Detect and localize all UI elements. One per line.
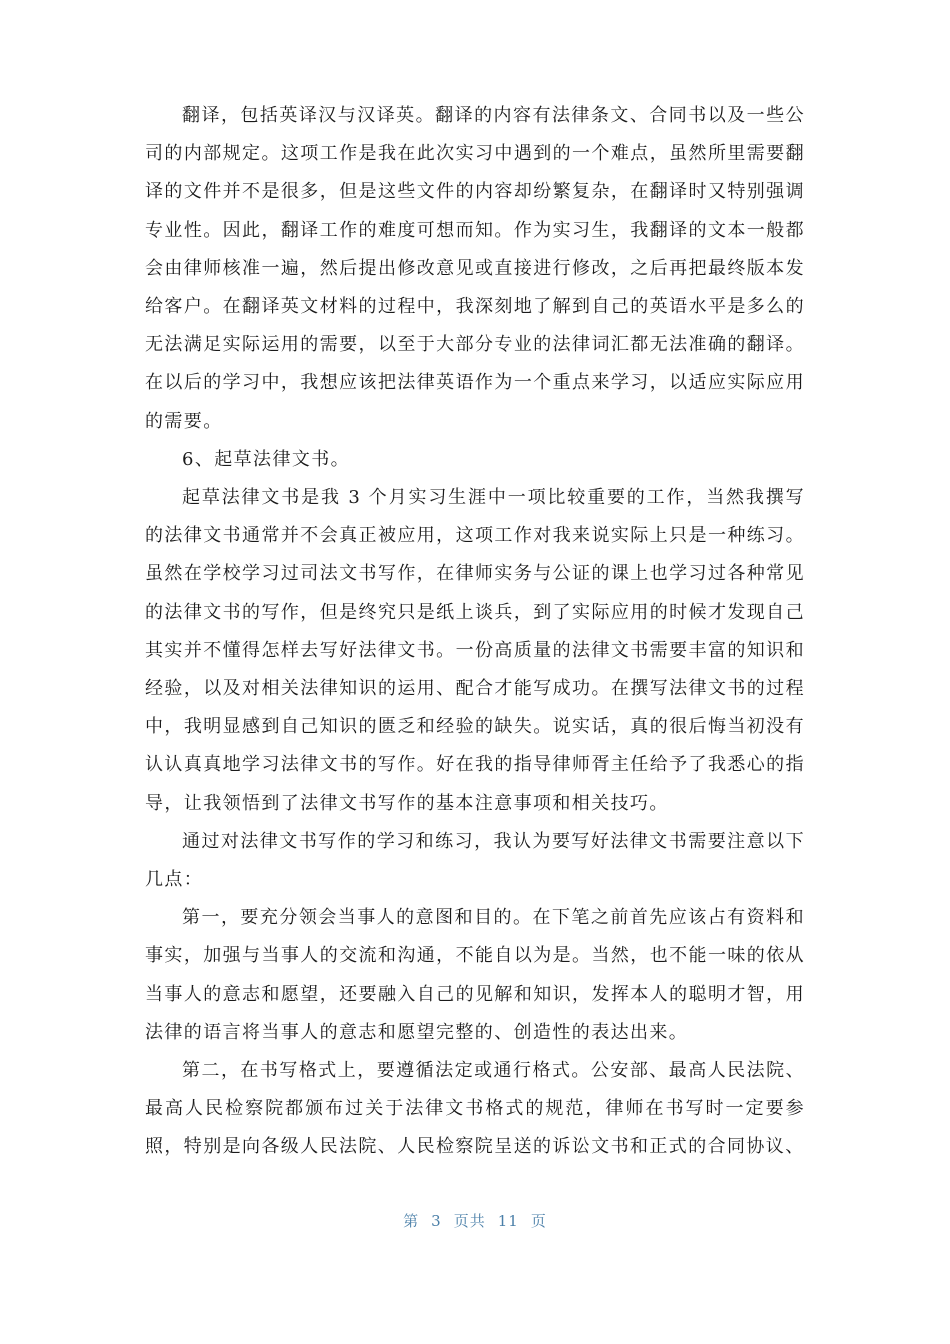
- document-body: [145, 97, 805, 1167]
- total-pages-number: 11: [497, 1212, 519, 1230]
- page-footer: [0, 1210, 950, 1231]
- paragraph-drafting: 起草法律文书是我 3 个月实习生涯中一项比较重要的工作，当然我撰写的法律文书通常并不会真正被应用，这项工作对我来说实际上只是一种练习。 虽然在学校学习过司法文书写作，在律师实务与公证的课上也学习过各种常见的法律文书的写作，但是终究只是纸上谈兵，到了实际应用的时候才发现自己其实并不懂得怎样去写好法律文书。一份高质量的法律文书需要丰富的知识和经验，以及对相关法律知识的运用、配合才能写成功。在撰写法律文书的过程中，我明显感到自己知识的匮乏和经验的缺失。说实话，真的很后悔当初没有认认真真地学习法律文书的写作。好在我的指导律师胥主任给予了我悉心的指导，让我领悟到了法律文书写作的基本注意事项和相关技巧。: [145, 487, 805, 814]
- section-heading-drafting: 6、起草法律文书。: [182, 448, 351, 470]
- page-label-suffix: 页: [530, 1212, 547, 1230]
- page-label-prefix: 第: [403, 1212, 420, 1230]
- paragraph-point-one: 第一，要充分领会当事人的意图和目的。在下笔之前首先应该占有资料和事实，加强与当事人的交流和沟通，不能自以为是。当然，也不能一味的依从当事人的意志和愿望，还要融入自己的见解和知识，发挥本人的聪明才智，用法律的语言将当事人的意志和愿望完整的、创造性的表达出来。: [145, 907, 805, 1043]
- page-label-mid: 页共: [453, 1212, 486, 1230]
- paragraph-points-intro: 通过对法律文书写作的学习和练习，我认为要写好法律文书需要注意以下几点：: [145, 830, 805, 891]
- current-page-number: 3: [431, 1212, 442, 1230]
- paragraph-point-two: 第二，在书写格式上，要遵循法定或通行格式。公安部、最高人民法院、最高人民检察院都颁布过关于法律文书格式的规范，律师在书写时一定要参照，特别是向各级人民法院、人民检察院呈送的诉讼文书和正式的合同协议、: [145, 1060, 805, 1158]
- paragraph-translation: 翻译，包括英译汉与汉译英。翻译的内容有法律条文、合同书以及一些公司的内部规定。这项工作是我在此次实习中遇到的一个难点，虽然所里需要翻译的文件并不是很多，但是这些文件的内容却纷繁复杂，在翻译时又特别强调专业性。因此，翻译工作的难度可想而知。作为实习生，我翻译的文本一般都会由律师核准一遍，然后提出修改意见或直接进行修改，之后再把最终版本发给客户。在翻译英文材料的过程中，我深刻地了解到自己的英语水平是多么的无法满足实际运用的需要，以至于大部分专业的法律词汇都无法准确的翻译。在以后的学习中，我想应该把法律英语作为一个重点来学习，以适应实际应用的需要。: [145, 105, 805, 432]
